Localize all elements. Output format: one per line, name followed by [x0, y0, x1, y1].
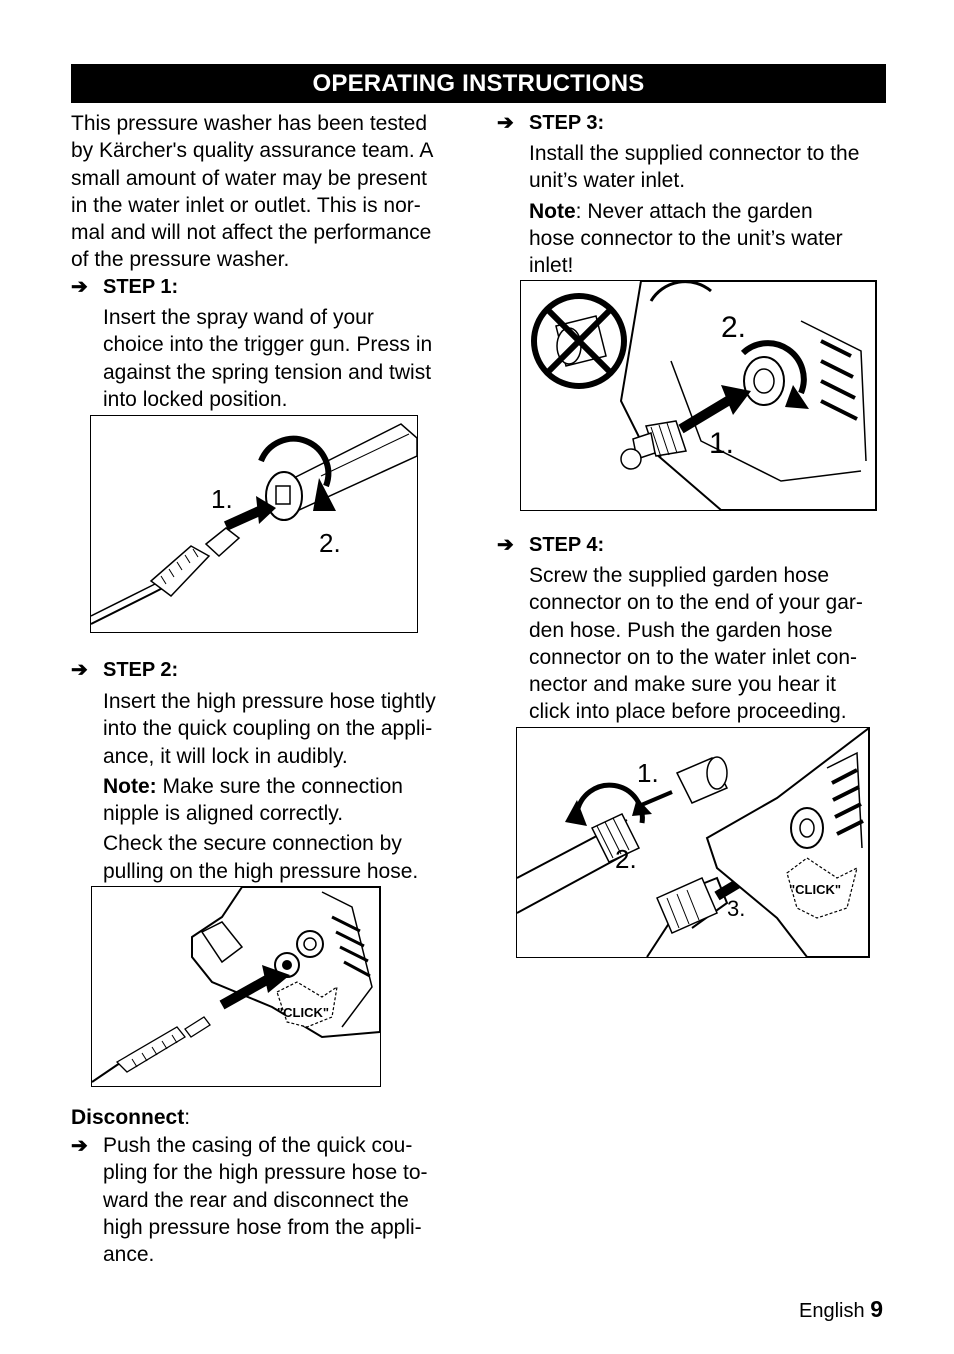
- step1-heading: [71, 274, 178, 301]
- step1-label: STEP 1:: [103, 276, 179, 298]
- disconnect-arrow: [71, 1133, 103, 1160]
- step2-note-line: Make sure the connection: [156, 774, 403, 798]
- step2-line: ance, it will lock in audibly.: [103, 744, 348, 768]
- disconnect-label: Disconnect: [71, 1106, 185, 1129]
- disconnect-line: ward the rear and disconnect the: [103, 1188, 409, 1212]
- arrow-right-icon: ➔: [71, 1135, 88, 1157]
- step3-text: [529, 140, 889, 279]
- intro-line: of the pressure washer.: [71, 248, 290, 272]
- disconnect-line: high pressure hose from the appli-: [103, 1215, 422, 1239]
- disconnect-line: ance.: [103, 1243, 155, 1267]
- step1-figure-label-2: 2.: [319, 528, 341, 558]
- step4-line: connector on to the water inlet con-: [529, 645, 858, 669]
- step1-line: against the spring tension and twist: [103, 360, 432, 384]
- arrow-right-icon: ➔: [71, 276, 88, 298]
- step2-figure: [91, 886, 381, 1087]
- step3-figure-label-1: 1.: [709, 427, 735, 460]
- step4-line: nector and make sure you hear it: [529, 673, 837, 697]
- step1-line: choice into the trigger gun. Press in: [103, 333, 433, 357]
- step3-figure: [520, 280, 877, 511]
- step3-heading: [497, 110, 604, 137]
- step2-note-label: Note:: [103, 774, 157, 798]
- step3-note-line: : Never attach the garden: [575, 199, 813, 223]
- arrow-right-icon: ➔: [71, 659, 88, 681]
- step4-text: [529, 562, 889, 726]
- step3-figure-label-2: 2.: [721, 311, 747, 344]
- disconnect-line: Push the casing of the quick cou-: [103, 1134, 413, 1157]
- disconnect-line: pling for the high pressure hose to-: [103, 1161, 428, 1185]
- step4-figure-label-2: 2.: [615, 844, 637, 874]
- step2-check-line: pulling on the high pressure hose.: [103, 859, 419, 883]
- arrow-right-icon: ➔: [497, 534, 514, 556]
- footer-language: English: [799, 1300, 865, 1322]
- intro-line: in the water inlet or outlet. This is nor-: [71, 193, 421, 217]
- step1-figure: [90, 415, 418, 633]
- step2-note-line: nipple is aligned correctly.: [103, 802, 344, 826]
- intro-line: mal and will not affect the performance: [71, 221, 432, 245]
- page-footer: [799, 1296, 883, 1323]
- intro-paragraph: [71, 110, 461, 274]
- step3-note: [529, 198, 889, 225]
- step1-line: into locked position.: [103, 387, 288, 411]
- step2-figure-click-label: "CLICK": [277, 1005, 330, 1020]
- step2-check-line: Check the secure connection by: [103, 832, 402, 856]
- disconnect-colon: :: [184, 1106, 191, 1129]
- step2-text: [103, 688, 463, 885]
- step3-note-label: Note: [529, 199, 576, 223]
- step4-heading: [497, 532, 604, 559]
- page-number: 9: [870, 1296, 883, 1322]
- step3-note-line: inlet!: [529, 254, 574, 278]
- step4-figure-label-1: 1.: [637, 758, 659, 788]
- intro-line: by Kärcher's quality assurance team. A: [71, 139, 434, 163]
- step1-text: [103, 304, 463, 413]
- step2-note: [103, 773, 463, 800]
- arrow-right-icon: ➔: [497, 112, 514, 134]
- step4-label: STEP 4:: [529, 534, 605, 556]
- step2-heading: [71, 657, 178, 684]
- step4-line: den hose. Push the garden hose: [529, 618, 833, 642]
- intro-line: small amount of water may be present: [71, 166, 427, 190]
- step3-label: STEP 3:: [529, 112, 605, 134]
- step2-line: Insert the high pressure hose tightly: [103, 690, 436, 713]
- step3-line: unit’s water inlet.: [529, 169, 686, 193]
- step4-figure-click-label: "CLICK": [789, 882, 842, 897]
- step1-line: Insert the spray wand of your: [103, 306, 374, 329]
- step4-figure: [516, 727, 870, 958]
- intro-line: This pressure washer has been tested: [71, 112, 428, 135]
- step2-line: into the quick coupling on the appli-: [103, 717, 433, 741]
- disconnect-text: [103, 1132, 463, 1268]
- disconnect-heading: [71, 1104, 190, 1131]
- step4-line: connector on to the end of your gar-: [529, 591, 863, 615]
- step4-figure-label-3: 3.: [727, 896, 746, 921]
- step3-line: Install the supplied connector to the: [529, 142, 860, 165]
- step4-line: click into place before proceeding.: [529, 700, 847, 724]
- step1-figure-label-1: 1.: [211, 484, 233, 514]
- section-header: OPERATING INSTRUCTIONS: [71, 64, 886, 103]
- step3-note-line: hose connector to the unit’s water: [529, 226, 843, 250]
- step4-line: Screw the supplied garden hose: [529, 564, 830, 587]
- step2-label: STEP 2:: [103, 659, 179, 681]
